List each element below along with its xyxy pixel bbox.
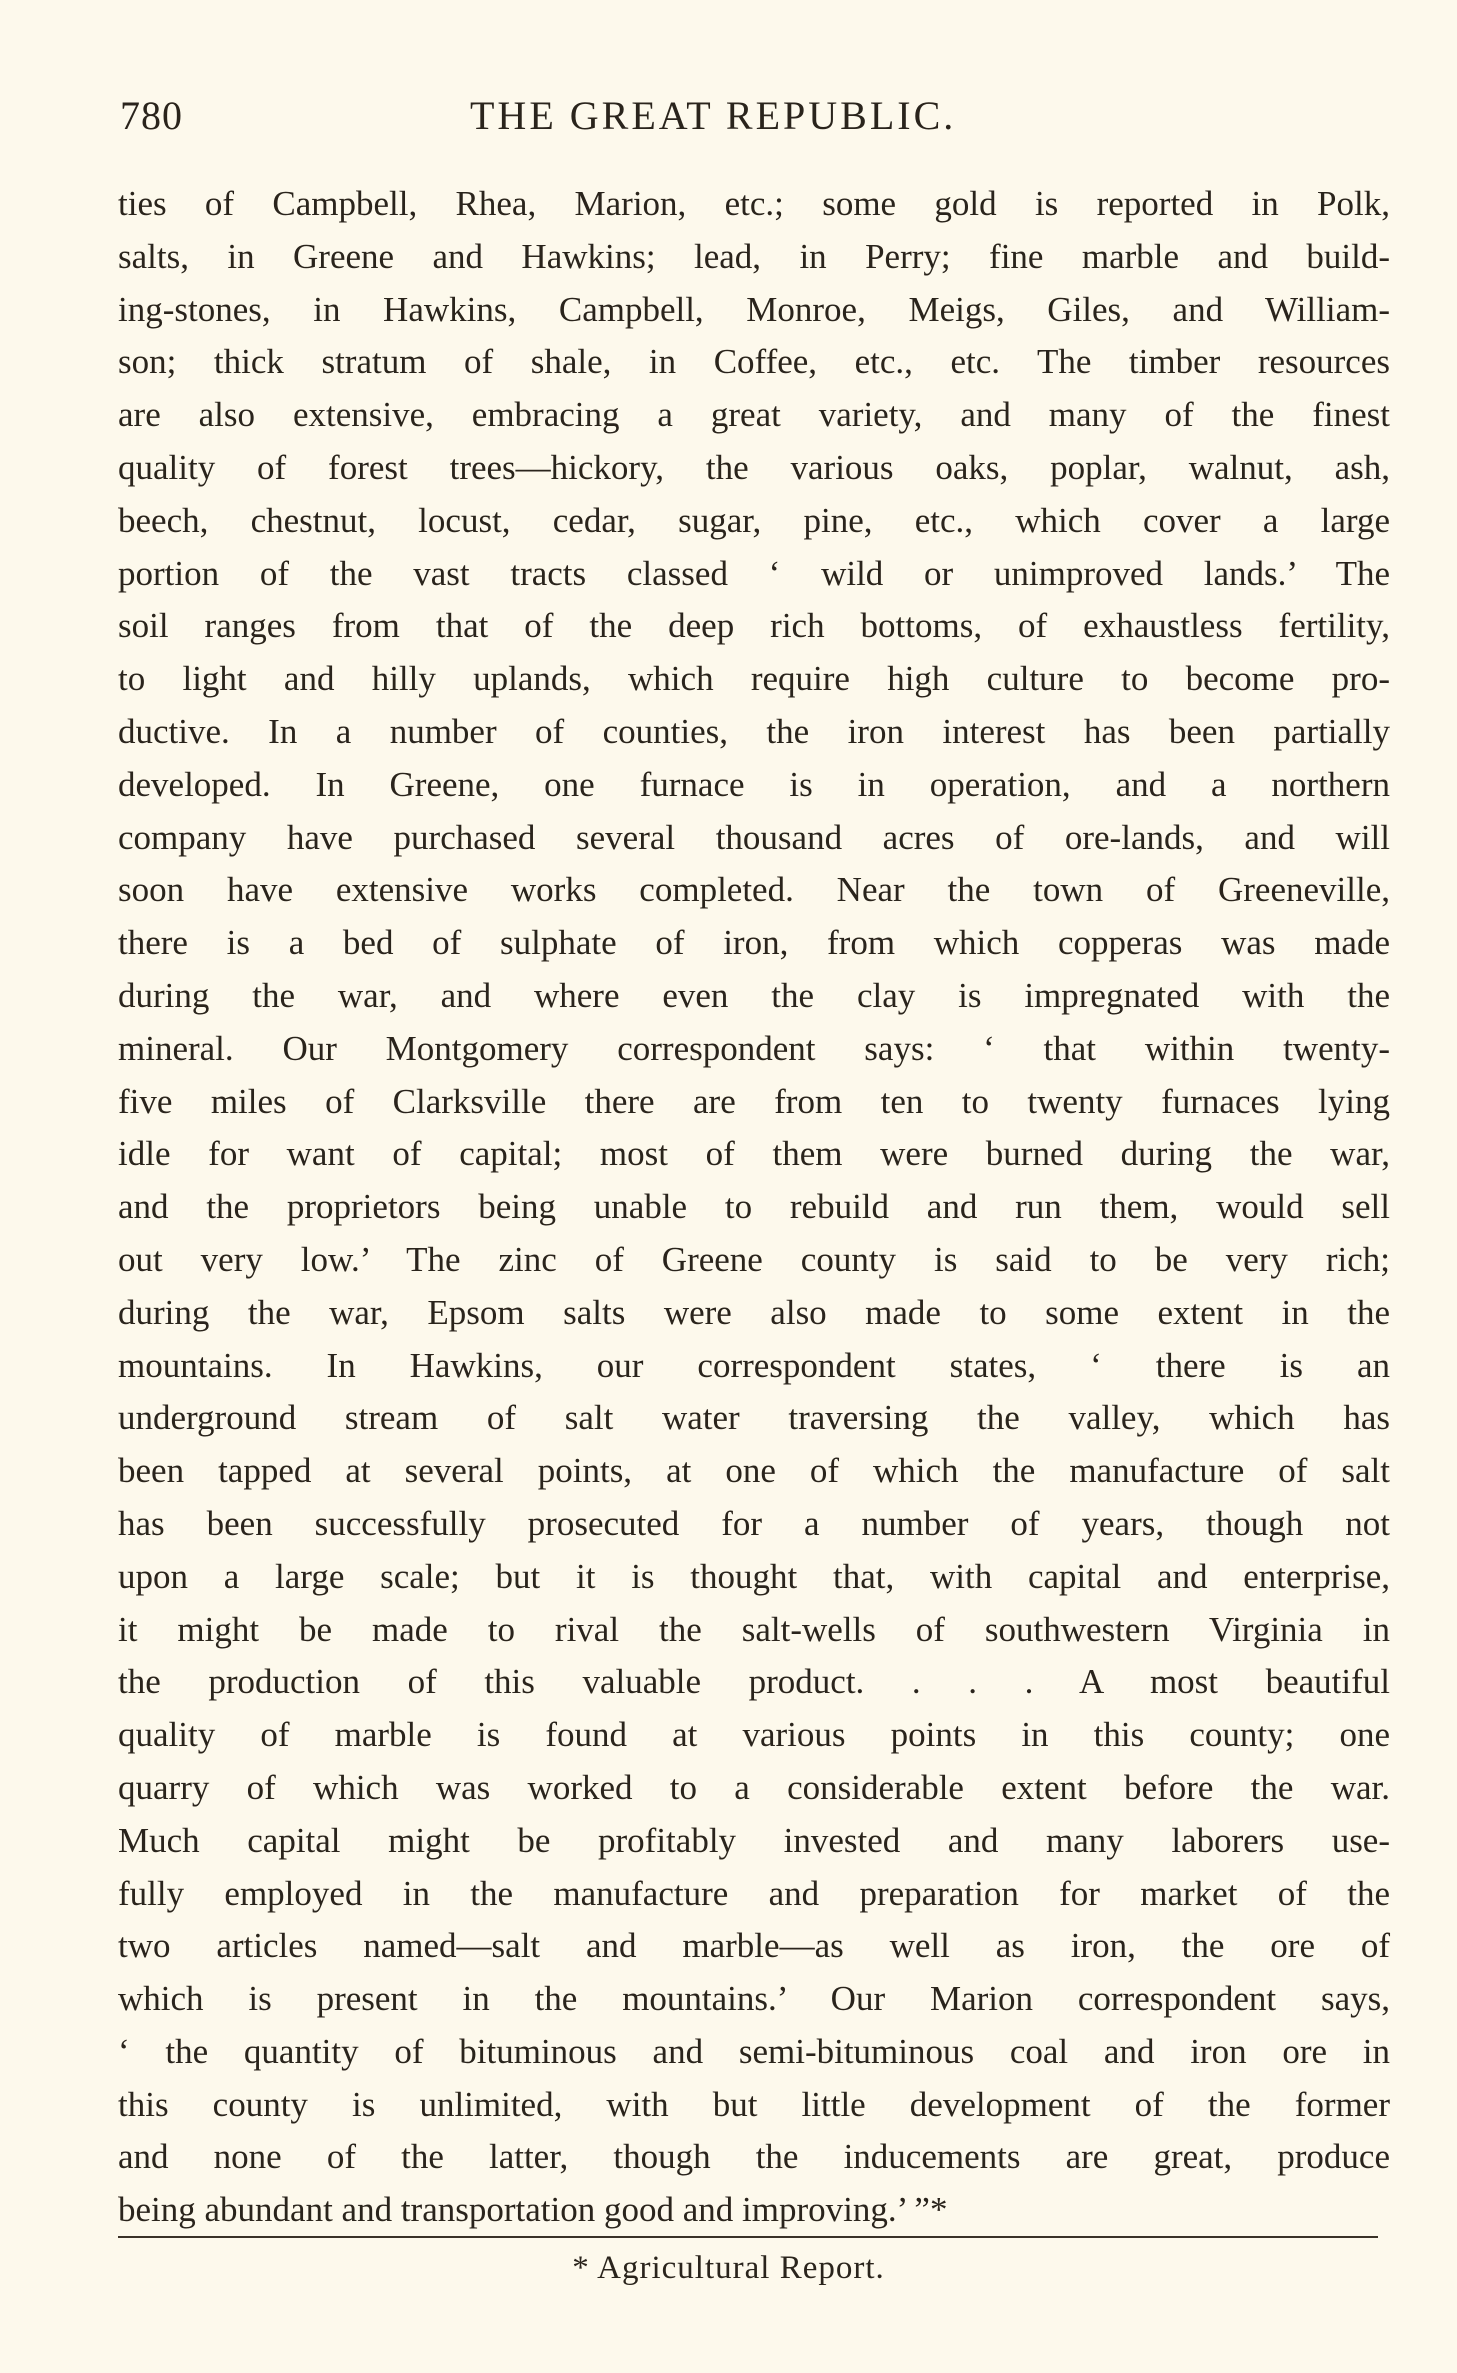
- text-line: the production of this valuable product. . . . A most beautiful: [118, 1662, 1390, 1702]
- text-line: and the proprietors being unable to rebuild and run them, would sell: [118, 1187, 1390, 1227]
- text-line: mineral. Our Montgomery correspondent says: ‘ that within twenty-: [118, 1028, 1390, 1068]
- text-line: to light and hilly uplands, which require high culture to become pro-: [118, 659, 1390, 699]
- text-line: quality of forest trees—hickory, the various oaks, poplar, walnut, ash,: [118, 447, 1390, 487]
- text-line: ‘ the quantity of bituminous and semi-bituminous coal and iron ore in: [118, 2031, 1390, 2071]
- text-line: five miles of Clarksville there are from ten to twenty furnaces lying: [118, 1081, 1390, 1121]
- text-line: salts, in Greene and Hawkins; lead, in Perry; fine marble and build-: [118, 236, 1390, 276]
- page-number: 780: [120, 93, 183, 138]
- text-line: ductive. In a number of counties, the iron interest has been partially: [118, 711, 1390, 751]
- text-line: this county is unlimited, with but little development of the former: [118, 2084, 1390, 2124]
- text-line: fully employed in the manufacture and preparation for market of the: [118, 1873, 1390, 1913]
- text-line: developed. In Greene, one furnace is in operation, and a northern: [118, 764, 1390, 804]
- text-line: there is a bed of sulphate of iron, from which copperas was made: [118, 923, 1390, 963]
- text-line: during the war, and where even the clay is impregnated with the: [118, 975, 1390, 1015]
- text-line: two articles named—salt and marble—as well as iron, the ore of: [118, 1926, 1390, 1966]
- text-line: it might be made to rival the salt-wells of southwestern Virginia in: [118, 1609, 1390, 1649]
- text-line: are also extensive, embracing a great variety, and many of the finest: [118, 395, 1390, 435]
- text-line: mountains. In Hawkins, our correspondent states, ‘ there is an: [118, 1345, 1390, 1385]
- text-line: being abundant and transportation good and improving.’ ”*: [118, 2190, 948, 2230]
- body-paragraph: [118, 178, 1390, 2237]
- text-line: has been successfully prosecuted for a number of years, though not: [118, 1503, 1390, 1543]
- text-line: upon a large scale; but it is thought that, with capital and enterprise,: [118, 1556, 1390, 1596]
- text-line: portion of the vast tracts classed ‘ wild or unimproved lands.’ The: [118, 553, 1390, 593]
- text-line: idle for want of capital; most of them were burned during the war,: [118, 1134, 1390, 1174]
- text-line: been tapped at several points, at one of which the manufacture of salt: [118, 1451, 1390, 1491]
- text-line: quarry of which was worked to a considerable extent before the war.: [118, 1767, 1390, 1807]
- text-line: out very low.’ The zinc of Greene county is said to be very rich;: [118, 1239, 1390, 1279]
- text-line: which is present in the mountains.’ Our Marion correspondent says,: [118, 1979, 1390, 2019]
- text-line: soil ranges from that of the deep rich bottoms, of exhaustless fertility,: [118, 606, 1390, 646]
- text-line: ing-stones, in Hawkins, Campbell, Monroe, Meigs, Giles, and William-: [118, 289, 1390, 329]
- footnote: * Agricultural Report.: [572, 2250, 885, 2286]
- text-line: son; thick stratum of shale, in Coffee, etc., etc. The timber resources: [118, 342, 1390, 382]
- text-line: beech, chestnut, locust, cedar, sugar, pine, etc., which cover a large: [118, 500, 1390, 540]
- text-line: underground stream of salt water traversing the valley, which has: [118, 1398, 1390, 1438]
- page-header: [120, 92, 1390, 152]
- running-title: THE GREAT REPUBLIC.: [470, 93, 957, 138]
- text-line: quality of marble is found at various points in this county; one: [118, 1715, 1390, 1755]
- text-line: and none of the latter, though the inducements are great, produce: [118, 2137, 1390, 2177]
- text-line: soon have extensive works completed. Near the town of Greeneville,: [118, 870, 1390, 910]
- footnote-rule: [118, 2236, 1378, 2238]
- text-line: company have purchased several thousand acres of ore-lands, and will: [118, 817, 1390, 857]
- text-line: during the war, Epsom salts were also made to some extent in the: [118, 1292, 1390, 1332]
- text-line: ties of Campbell, Rhea, Marion, etc.; some gold is reported in Polk,: [118, 184, 1390, 223]
- text-line: Much capital might be profitably invested and many laborers use-: [118, 1820, 1390, 1860]
